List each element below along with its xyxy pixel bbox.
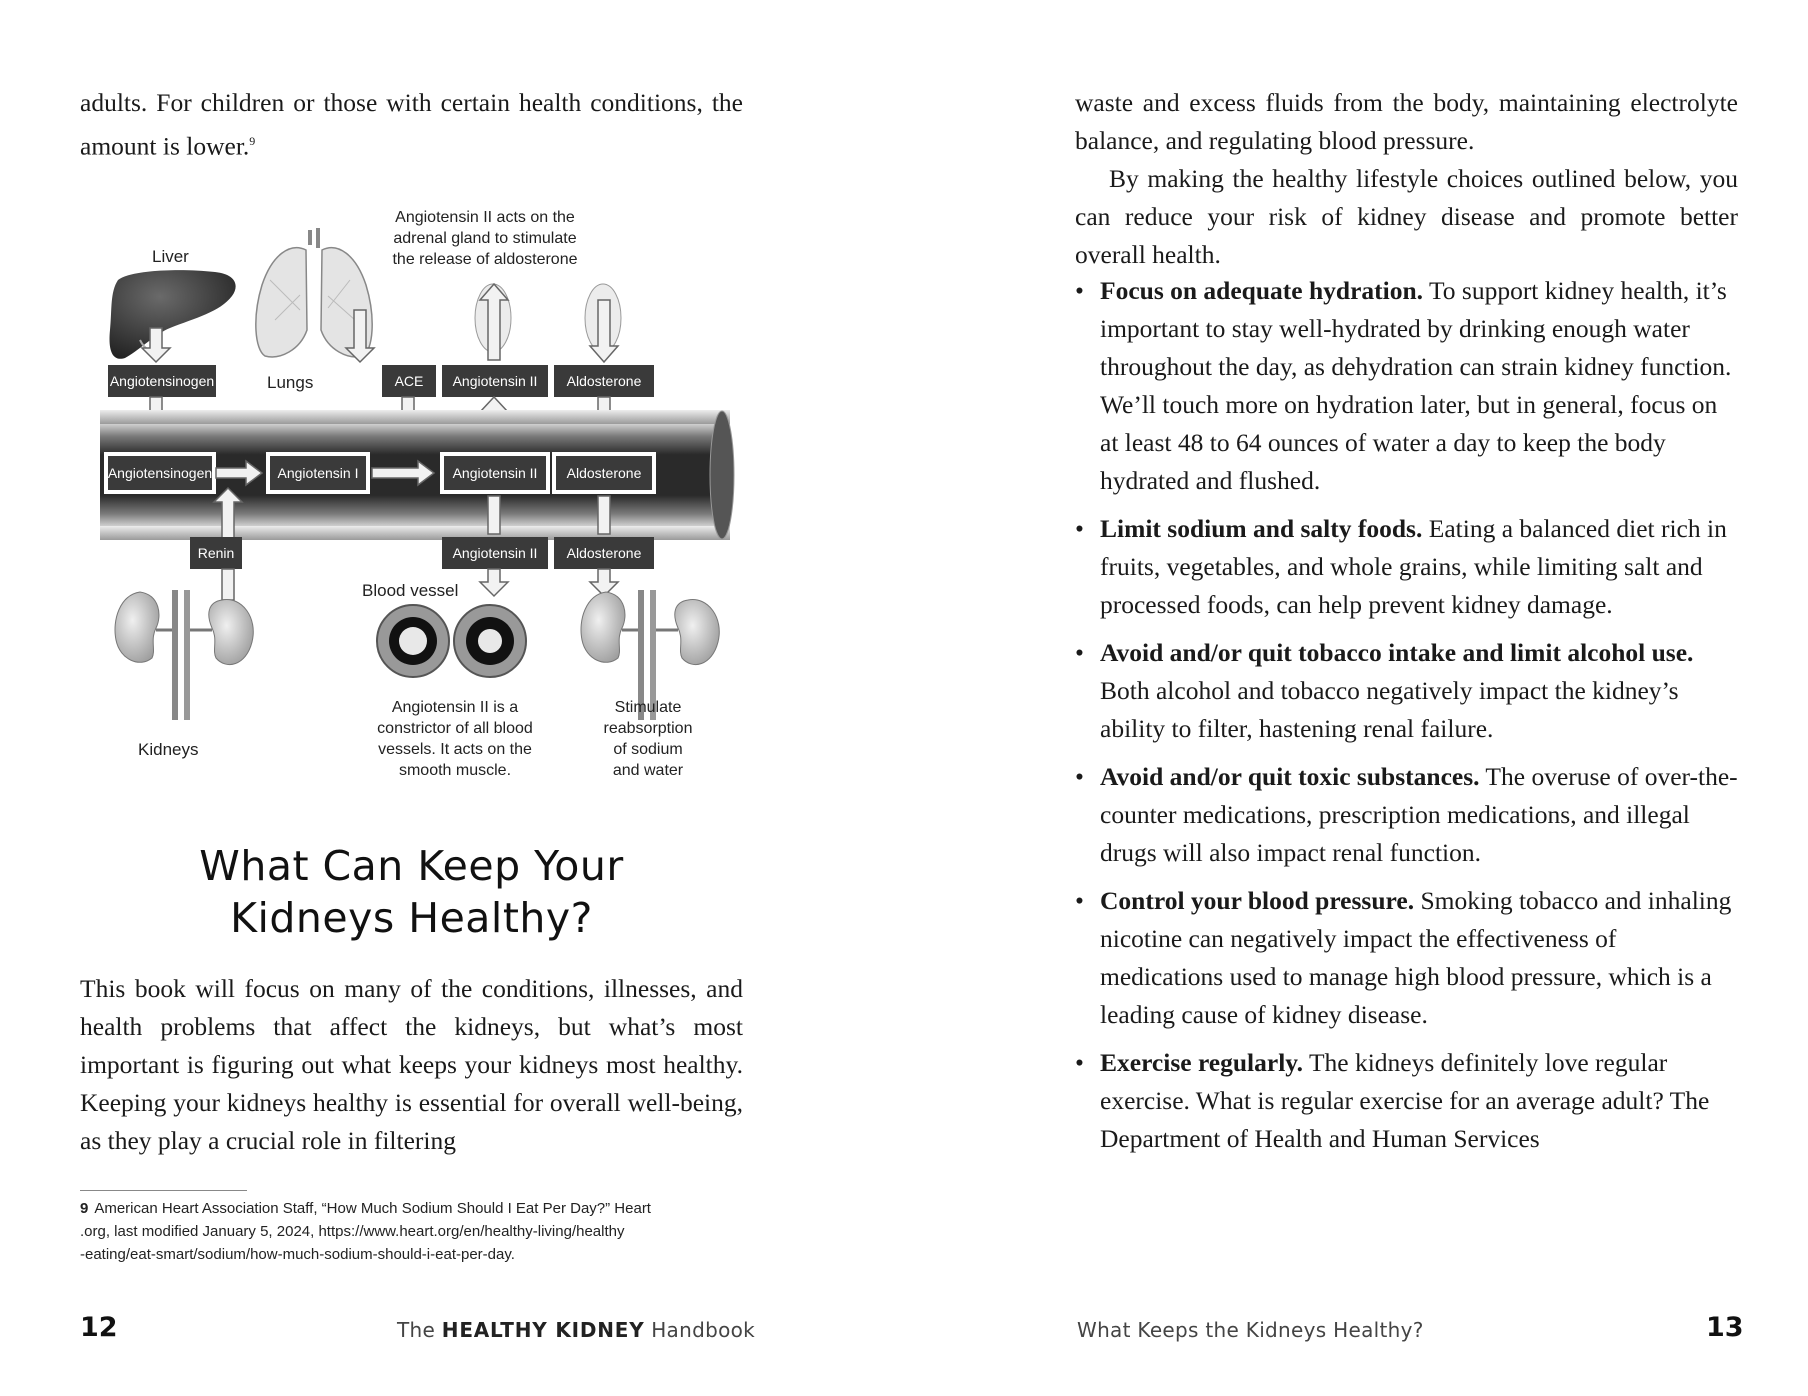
adrenal-note-line2: adrenal gland to stimulate	[393, 230, 577, 247]
bullet-text: Eating a balanced diet rich in fruits, vegetables, and whole grains, while limiting salt and processed foods, can help prevent kidney damage.	[1100, 514, 1727, 619]
list-item	[1075, 272, 1738, 500]
box-aldosterone-bottom: Aldosterone	[566, 545, 642, 561]
list-item	[1075, 1044, 1738, 1158]
constrictor-line3: vessels. It acts on the	[378, 741, 532, 758]
box-angiotensinogen-vessel: Angiotensinogen	[107, 465, 213, 481]
bullet-dot: •	[1075, 886, 1084, 915]
footnote	[80, 1197, 700, 1266]
adrenal-note-line1: Angiotensin II acts on the	[395, 209, 575, 226]
kidneys-illustration-left	[115, 590, 253, 720]
footnote-number: 9	[80, 1200, 89, 1217]
bullet-lead: Avoid and/or quit toxic substances.	[1100, 762, 1480, 791]
page-number-right: 13	[1706, 1312, 1744, 1343]
list-item	[1075, 882, 1738, 1034]
list-item	[1075, 510, 1738, 624]
bullet-dot: •	[1075, 762, 1084, 791]
running-head-bold: HEALTHY KIDNEY	[441, 1318, 645, 1342]
blood-vessel-label: Blood vessel	[362, 581, 459, 600]
kidneys-label: Kidneys	[138, 740, 199, 759]
running-head-right: What Keeps the Kidneys Healthy?	[1077, 1318, 1424, 1342]
bullet-dot: •	[1075, 276, 1084, 305]
left-top-text: adults. For children or those with certain health conditions, the amount is lower.	[80, 88, 743, 161]
bullet-lead: Focus on adequate hydration.	[1100, 276, 1424, 305]
bullet-dot: •	[1075, 1048, 1084, 1077]
reabsorb-line3: of sodium	[613, 741, 683, 758]
footnote-line2: .org, last modified January 5, 2024, https://www.heart.org/en/healthy-living/healthy	[80, 1223, 625, 1240]
constrictor-line2: constrictor of all blood	[377, 720, 533, 737]
bullet-dot: •	[1075, 514, 1084, 543]
liver-label: Liver	[152, 247, 189, 266]
bullet-text: To support kidney health, it’s important to stay well-hydrated by drinking enough water throughout the day, as dehydration can strain kidney function. We’ll touch more on hydration later, but in general, focus on at least 48 to 64 ounces of water a day to keep the body hydrated and flushed.	[1100, 276, 1732, 495]
bullet-text: The overuse of over-the-counter medications, prescription medications, and illegal drugs will also impact renal function.	[1100, 762, 1738, 867]
footnote-ref: 9	[249, 134, 256, 148]
constrictor-line1: Angiotensin II is a	[391, 699, 519, 716]
lifestyle-bullet-list	[1075, 272, 1738, 1168]
footnote-rule	[80, 1190, 247, 1191]
bullet-lead: Exercise regularly.	[1100, 1048, 1304, 1077]
box-angiotensin2-bottom: Angiotensin II	[452, 545, 538, 561]
box-angiotensin2-vessel: Angiotensin II	[452, 465, 538, 481]
box-aldosterone-top: Aldosterone	[566, 373, 642, 389]
bullet-lead: Limit sodium and salty foods.	[1100, 514, 1423, 543]
running-head-post: Handbook	[651, 1318, 756, 1342]
bullet-dot: •	[1075, 638, 1084, 667]
bullet-text: Smoking tobacco and inhaling nicotine can negatively impact the effectiveness of medications used to manage high blood pressure, which is a leading cause of kidney disease.	[1100, 886, 1732, 1029]
reabsorb-line4: and water	[612, 762, 684, 779]
right-second-paragraph: By making the healthy lifestyle choices outlined below, you can reduce your risk of kidney disease and promote better overall health.	[1075, 164, 1738, 269]
right-top-paragraph	[1075, 84, 1738, 274]
box-ace: ACE	[394, 373, 424, 389]
page-number-left: 12	[80, 1312, 118, 1343]
running-head-pre: The	[397, 1318, 436, 1342]
section-heading	[80, 840, 743, 944]
footnote-line1: American Heart Association Staff, “How Much Sodium Should I Eat Per Day?” Heart	[94, 1200, 651, 1217]
bullet-text: The kidneys definitely love regular exercise. What is regular exercise for an average adult? The Department of Health and Human Services	[1100, 1048, 1710, 1153]
box-angiotensin1-vessel: Angiotensin I	[277, 465, 359, 481]
box-angiotensinogen-top: Angiotensinogen	[109, 373, 215, 389]
bullet-text: Both alcohol and tobacco negatively impact the kidney’s ability to filter, hastening renal failure.	[1100, 676, 1679, 743]
lungs-illustration	[310, 228, 318, 248]
lungs-label: Lungs	[267, 373, 314, 392]
running-head-left	[397, 1318, 755, 1342]
footnote-line3: -eating/eat-smart/sodium/how-much-sodium-should-i-eat-per-day.	[80, 1246, 515, 1263]
list-item	[1075, 634, 1738, 748]
adrenal-note-line3: the release of aldosterone	[392, 251, 578, 268]
heading-line1: What Can Keep Your	[199, 842, 624, 890]
vessel-cross-sections	[377, 605, 526, 677]
left-top-paragraph	[80, 84, 743, 166]
right-top-text: waste and excess fluids from the body, maintaining electrolyte balance, and regulating blood pressure.	[1075, 88, 1738, 155]
bullet-lead: Control your blood pressure.	[1100, 886, 1415, 915]
liver-illustration	[110, 270, 236, 359]
reabsorb-line2: reabsorption	[603, 720, 693, 737]
reabsorb-line1: Stimulate	[614, 699, 682, 716]
renin-angiotensin-diagram	[100, 200, 740, 790]
constrictor-line4: smooth muscle.	[398, 762, 512, 779]
left-body-paragraph: This book will focus on many of the conditions, illnesses, and health problems that affect the kidneys, but what’s most important is figuring out what keeps your kidneys most healthy. Keeping your kidneys healthy is essential for overall well-being, as they play a crucial role in filtering	[80, 974, 743, 1155]
heading-line2: Kidneys Healthy?	[230, 894, 593, 942]
box-angiotensin2-top: Angiotensin II	[452, 373, 538, 389]
box-aldosterone-vessel: Aldosterone	[566, 465, 642, 481]
list-item	[1075, 758, 1738, 872]
box-renin: Renin	[197, 545, 235, 561]
bullet-lead: Avoid and/or quit tobacco intake and limit alcohol use.	[1100, 638, 1694, 667]
